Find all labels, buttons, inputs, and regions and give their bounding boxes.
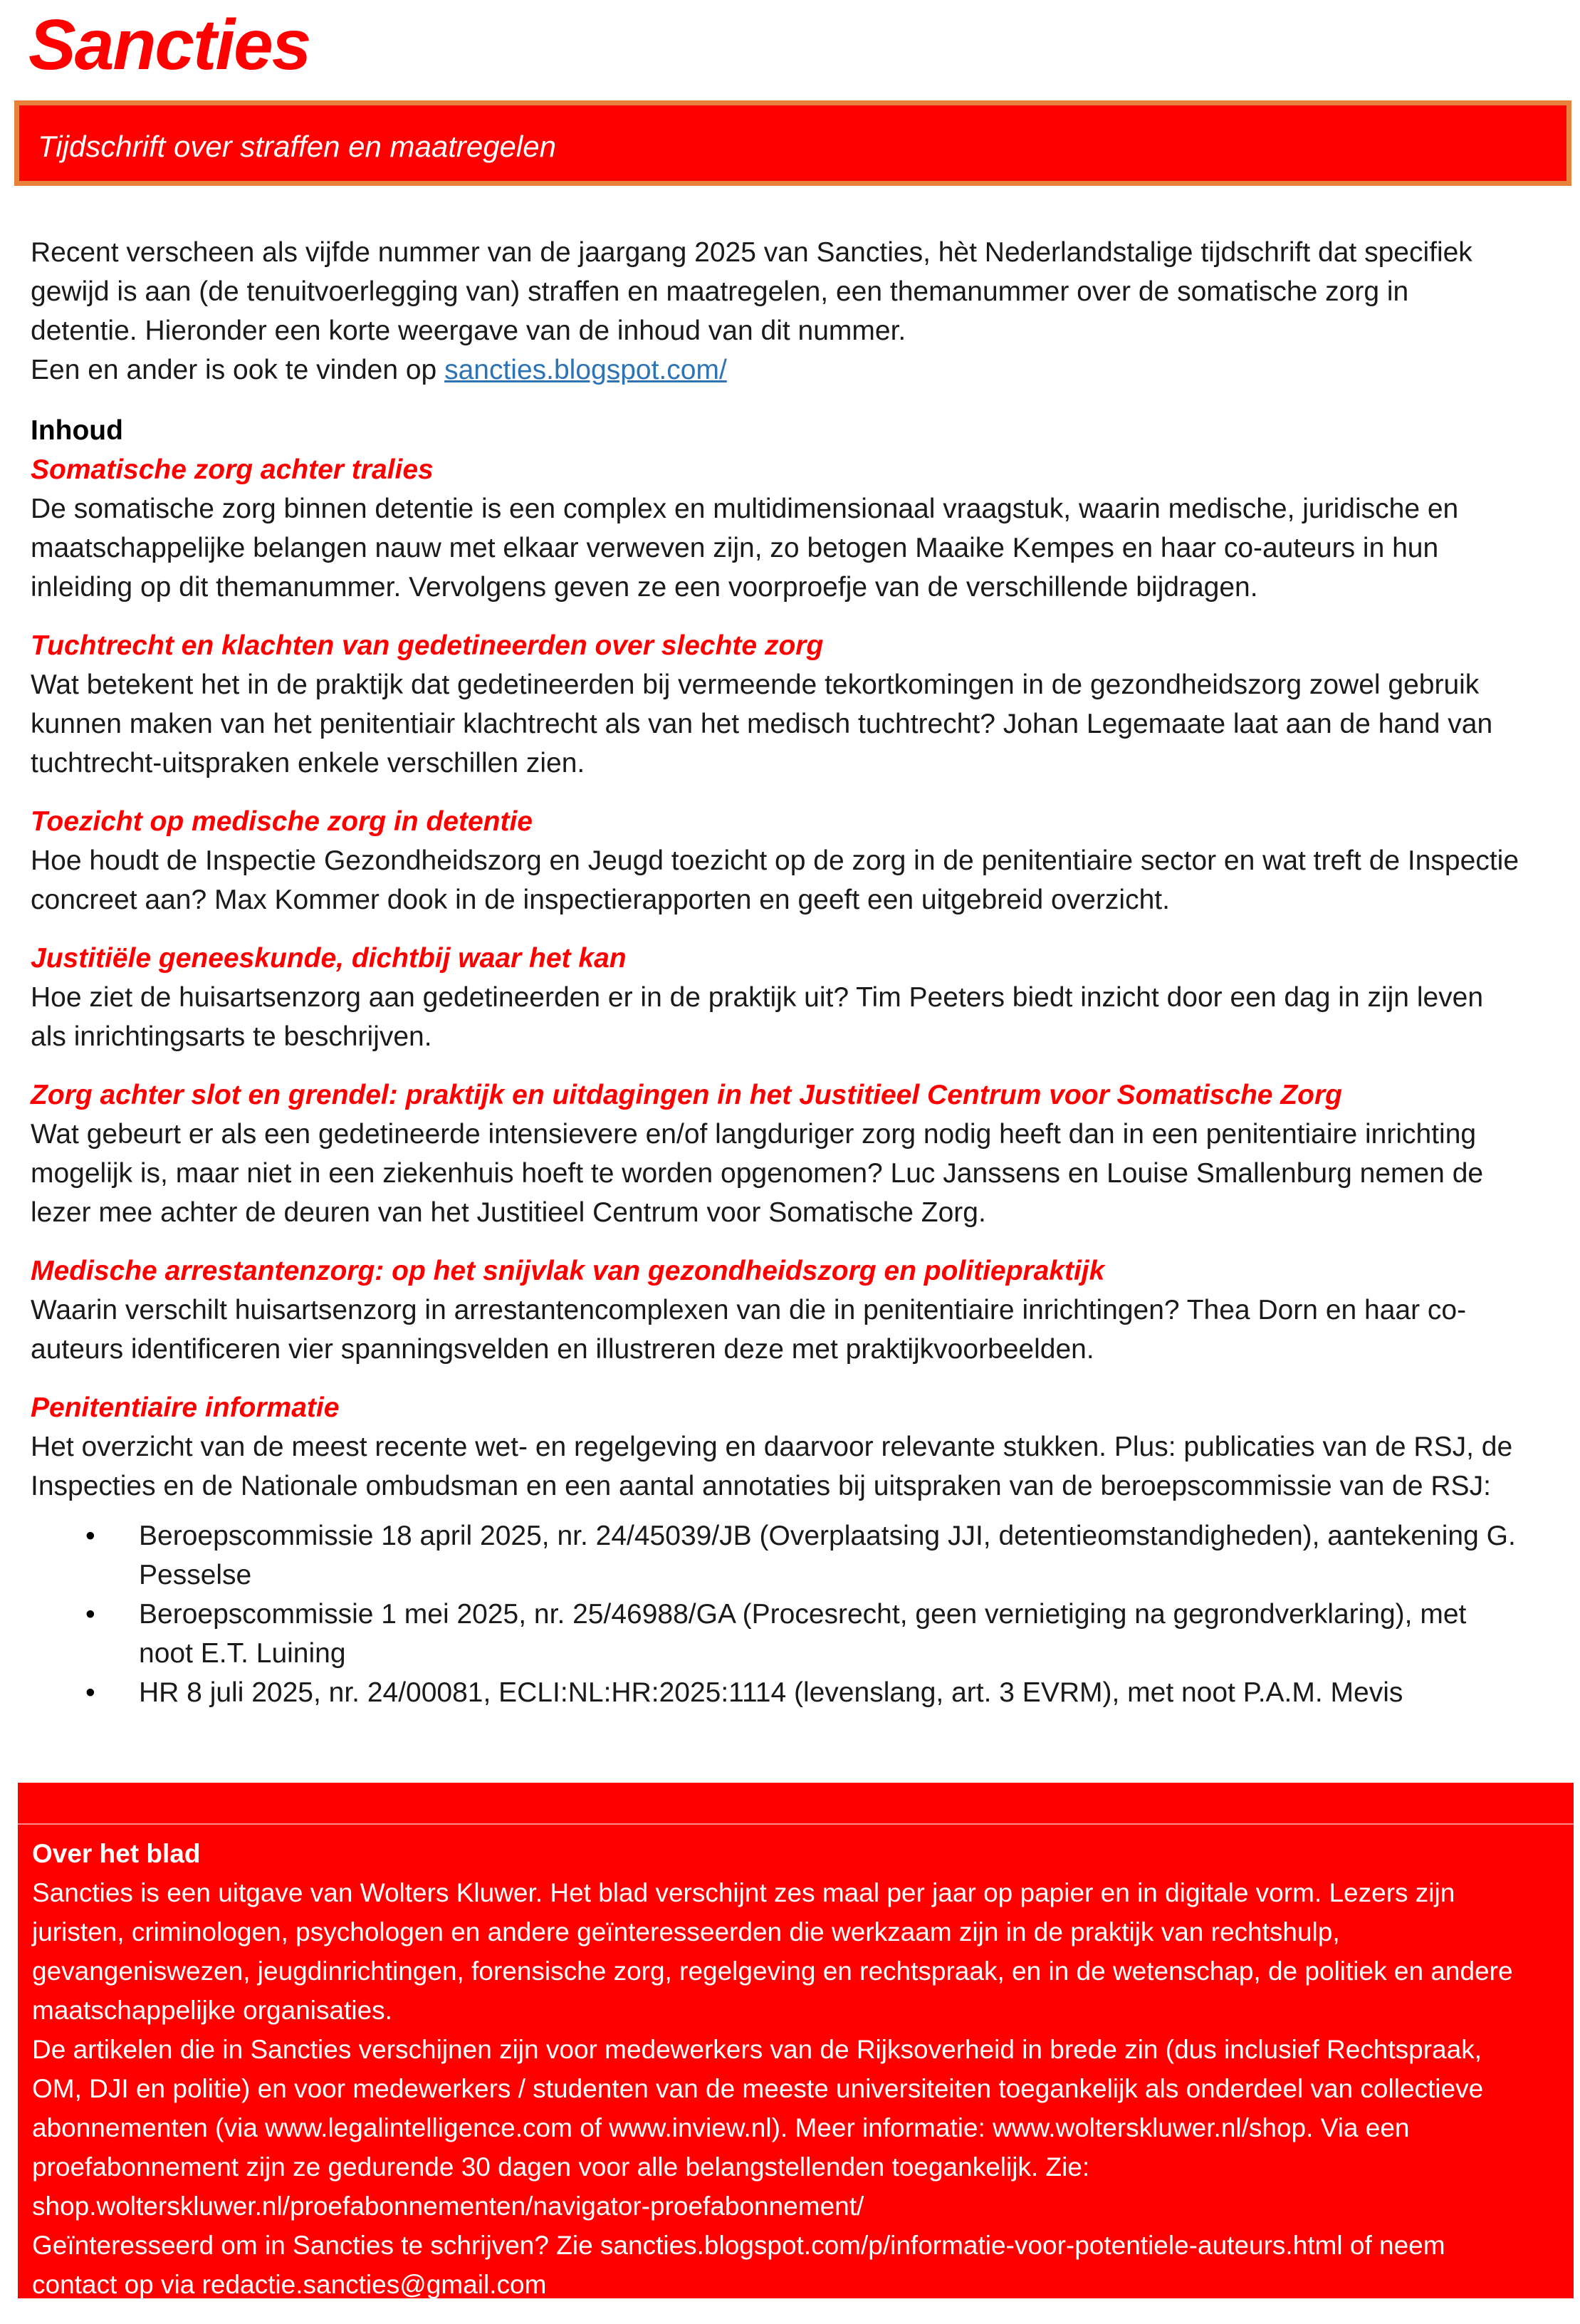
section-body: Het overzicht van de meest recente wet- en regelgeving en daarvoor relevante stukken. Plus: publicaties van de RSJ, de Inspecties en de Nationale ombudsman en een aantal annotaties bij uitspraken van de beroepscommissie van de RSJ:: [31, 1432, 1513, 1501]
content-section: [31, 1251, 1520, 1369]
list-item: • Beroepscommissie 18 april 2025, nr. 24/45039/JB (Overplaatsing JJI, detentieomstandigheden), aantekening G. Pesselse: [85, 1516, 1520, 1595]
intro-paragraph: Recent verscheen als vijfde nummer van de jaargang 2025 van Sancties, hèt Nederlandstalige tijdschrift dat specifiek gewijd is aan (de tenuitvoerlegging van) straffen en maatregelen, een themanummer over de somatische zorg in detentie. Hieronder een korte weergave van de inhoud van dit nummer.: [31, 237, 1472, 346]
section-body: Hoe ziet de huisartsenzorg aan gedetineerden er in de praktijk uit? Tim Peeters biedt inzicht door een dag in zijn leven als inrichtingsarts te beschrijven.: [31, 982, 1484, 1052]
page-title: Sancties: [28, 5, 310, 85]
list-item: • Beroepscommissie 1 mei 2025, nr. 25/46988/GA (Procesrecht, geen vernietiging na gegrondverklaring), met noot E.T. Luining: [85, 1595, 1520, 1673]
section-title: Penitentiaire informatie: [31, 1392, 340, 1423]
footer-paragraph: Geïnteresseerd om in Sancties te schrijven? Zie sancties.blogspot.com/p/informatie-voor-potentiele-auteurs.html of neem contact op via redactie.sancties@gmail.com: [32, 2231, 1445, 2299]
list-item: • HR 8 juli 2025, nr. 24/00081, ECLI:NL:HR:2025:1114 (levenslang, art. 3 EVRM), met noot P.A.M. Mevis: [85, 1673, 1520, 1712]
section-body: Waarin verschilt huisartsenzorg in arrestantencomplexen van die in penitentiaire inrichtingen? Thea Dorn en haar co-auteurs identificeren vier spanningsvelden en illustreren deze met praktijkvoorbeelden.: [31, 1295, 1467, 1365]
section-body: Hoe houdt de Inspectie Gezondheidszorg en Jeugd toezicht op de zorg in de penitentiaire sector en wat treft de Inspectie concreet aan? Max Kommer dook in de inspectierapporten en geeft een uitgebreid overzicht.: [31, 845, 1519, 915]
content-section: [31, 1075, 1520, 1232]
content-section: [31, 450, 1520, 607]
footer-paragraph: Sancties is een uitgave van Wolters Kluwer. Het blad verschijnt zes maal per jaar op papier en in digitale vorm. Lezers zijn juristen, criminologen, psychologen en andere geïnteresseerden die werkzaam zijn in de praktijk van rechtshulp, gevangeniswezen, jeugdinrichtingen, forensische zorg, regelgeving en rechtspraak, en in de wetenschap, de politiek en andere maatschappelijke organisaties.: [32, 1878, 1513, 2025]
main-content: [31, 233, 1520, 1712]
contents-heading: Inhoud: [31, 415, 123, 446]
content-section: [31, 802, 1520, 919]
intro-link-prefix: Een en ander is ook te vinden op: [31, 355, 445, 385]
footer-paragraph: De artikelen die in Sancties verschijnen zijn voor medewerkers van de Rijksoverheid in brede zin (dus inclusief Rechtspraak, OM, DJI en politie) en voor medewerkers / studenten van de meeste universiteiten toegankelijk als onderdeel van collectieve abonnementen (via www.legalintelligence.com of www.inview.nl). Meer informatie: www.wolterskluwer.nl/shop. Via een proefabonnement zijn ze gedurende 30 dagen voor alle belangstellenden toegankelijk. Zie:: [32, 2035, 1484, 2182]
subtitle-banner: [14, 100, 1571, 186]
section-title: Zorg achter slot en grendel: praktijk en uitdagingen in het Justitieel Centrum voor Somatische Zorg: [31, 1080, 1342, 1110]
footer-url-line: shop.wolterskluwer.nl/proefabonnementen/navigator-proefabonnement/: [32, 2192, 864, 2221]
about-journal-box: [18, 1783, 1574, 2298]
subtitle-text: Tijdschrift over straffen en maatregelen: [38, 130, 556, 163]
footer-text-block: [18, 1783, 1574, 2304]
section-title: Somatische zorg achter tralies: [31, 454, 434, 485]
section-body: Wat gebeurt er als een gedetineerde intensievere en/of langduriger zorg nodig heeft dan in een penitentiaire inrichting mogelijk is, maar niet in een ziekenhuis hoeft te worden opgenomen? Luc Janssens en Louise Smallenburg nemen de lezer mee achter de deuren van het Justitieel Centrum voor Somatische Zorg.: [31, 1119, 1484, 1228]
section-body: De somatische zorg binnen detentie is een complex en multidimensionaal vraagstuk, waarin medische, juridische en maatschappelijke belangen nauw met elkaar verweven zijn, zo betogen Maaike Kempes en haar co-auteurs in hun inleiding op dit themanummer. Vervolgens geven ze een voorproefje van de verschillende bijdragen.: [31, 494, 1459, 603]
content-section: [31, 1388, 1520, 1712]
content-section: [31, 939, 1520, 1056]
intro-link-line: [31, 350, 1520, 390]
blog-link[interactable]: sancties.blogspot.com/: [444, 355, 727, 385]
section-title: Justitiële geneeskunde, dichtbij waar het kan: [31, 943, 627, 974]
section-title: Tuchtrecht en klachten van gedetineerden over slechte zorg: [31, 630, 824, 661]
footer-separator-line: [18, 1823, 1574, 1825]
footer-heading: Over het blad: [32, 1839, 201, 1868]
rsj-case-list: [31, 1516, 1520, 1712]
section-body: Wat betekent het in de praktijk dat gedetineerden bij vermeende tekortkomingen in de gezondheidszorg zowel gebruik kunnen maken van het penitentiair klachtrecht als van het medisch tuchtrecht? Johan Legemaate laat aan de hand van tuchtrecht-uitspraken enkele verschillen zien.: [31, 669, 1493, 778]
section-title: Toezicht op medische zorg in detentie: [31, 806, 533, 837]
section-title: Medische arrestantenzorg: op het snijvlak van gezondheidszorg en politiepraktijk: [31, 1256, 1105, 1286]
content-section: [31, 626, 1520, 783]
